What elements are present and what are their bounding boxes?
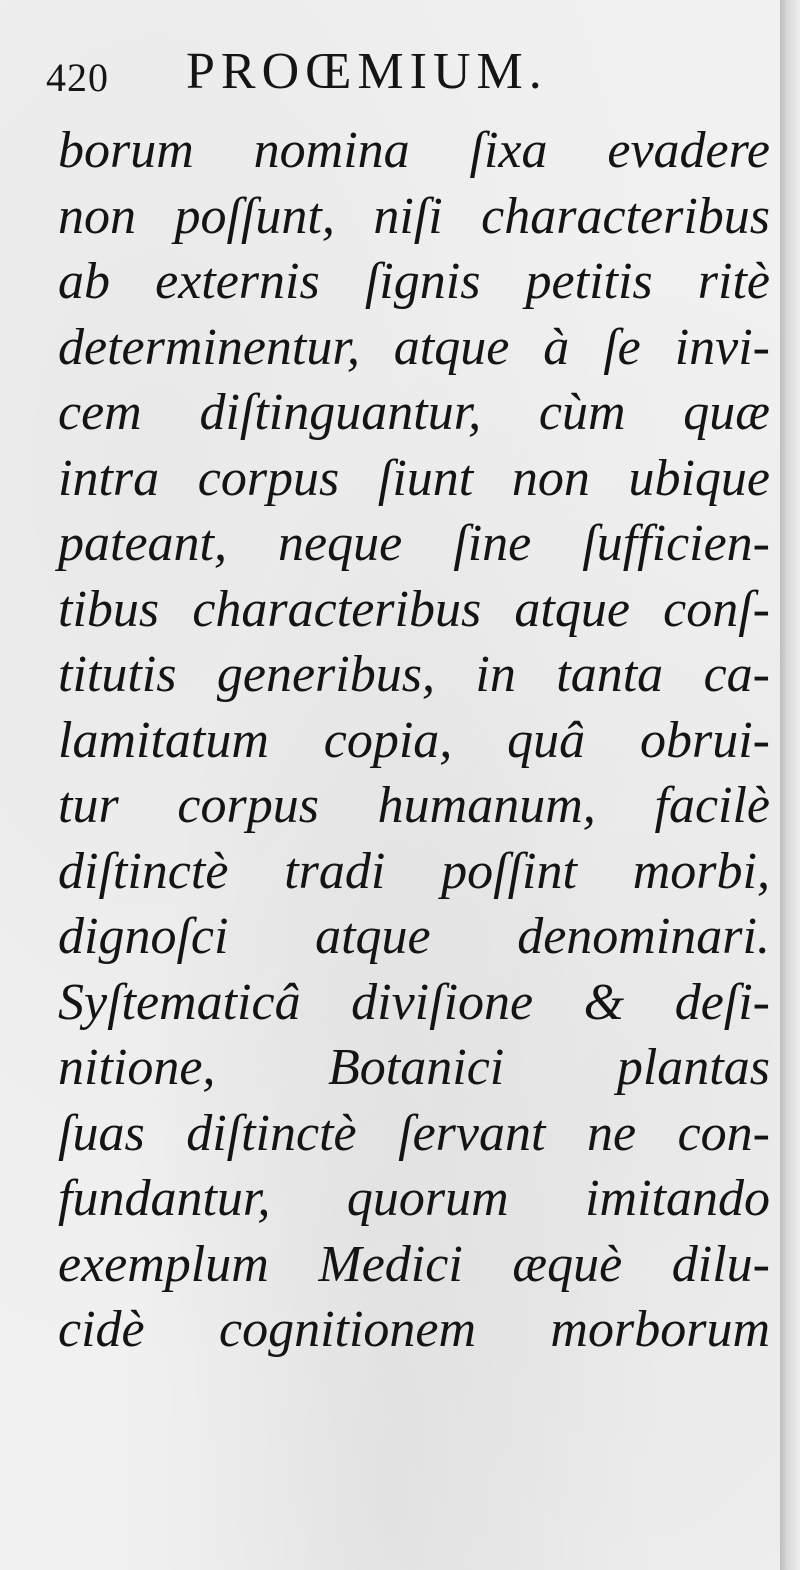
text-line: borum nomina ſixa evadere — [58, 122, 770, 179]
text-line: pateant, neque ſine ſufficien- — [58, 515, 770, 572]
text-line: intra corpus ſiunt non ubique — [58, 449, 770, 507]
text-line: determinentur, atque à ſe invi- — [58, 318, 770, 376]
text-line: exemplum Medici æquè dilu- — [58, 1235, 770, 1293]
body-text — [58, 118, 770, 1363]
text-line: lamitatum copia, quâ obrui- — [58, 711, 770, 769]
text-line: titutis generibus, in tanta ca- — [58, 646, 770, 703]
page-number: 420 — [46, 55, 109, 100]
text-line: tur corpus humanum, facilè — [58, 777, 770, 834]
running-title: PROŒMIUM. — [186, 43, 548, 100]
text-line: ſuas diſtinctè ſervant ne con- — [58, 1104, 770, 1162]
text-line: cem diſtinguantur, cùm quæ — [58, 384, 770, 441]
text-line: Syſtematicâ diviſione & deſi- — [58, 973, 770, 1031]
page-edge-shadow — [780, 0, 800, 1570]
text-line: fundantur, quorum imitando — [58, 1170, 770, 1227]
page-header — [46, 42, 746, 104]
text-line: diſtinctè tradi poſſint morbi, — [58, 842, 770, 900]
text-line: tibus characteribus atque conſ- — [58, 580, 770, 638]
text-line: dignoſci atque denominari. — [58, 908, 770, 965]
text-line: non poſſunt, niſi characteribus — [58, 187, 770, 245]
text-line: cidè cognitionem morborum — [58, 1301, 770, 1358]
text-line: ab externis ſignis petitis ritè — [58, 253, 770, 310]
text-line: nitione, Botanici plantas — [58, 1039, 770, 1096]
